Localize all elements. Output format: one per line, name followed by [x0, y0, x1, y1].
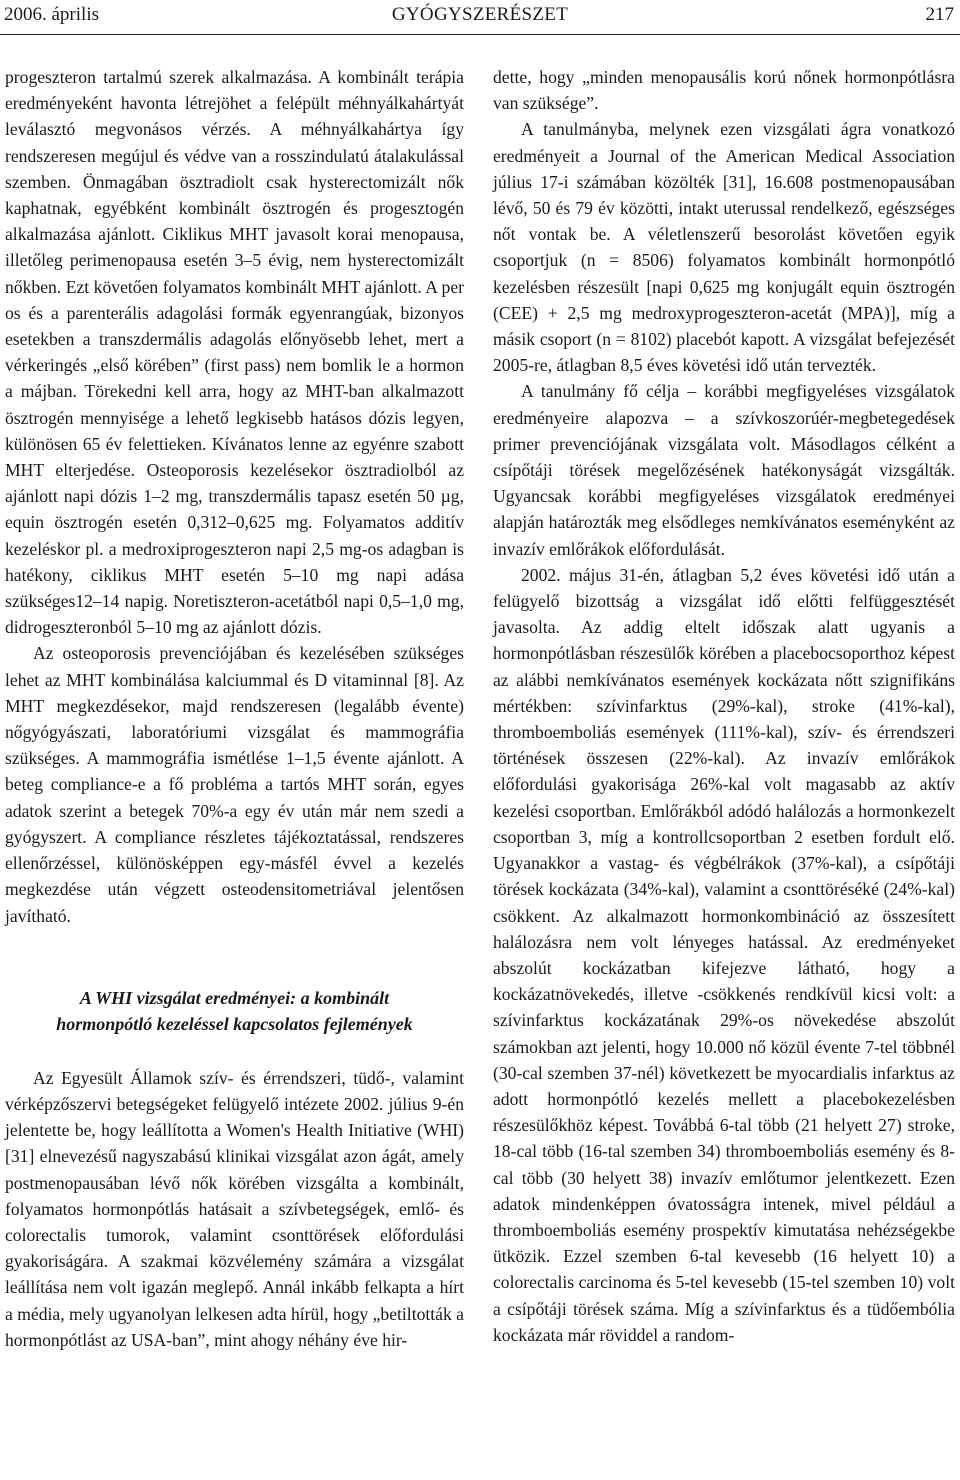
- section-heading-line-1: A WHI vizsgálat eredményei: a kombinált: [79, 987, 390, 1008]
- left-paragraph-2: Az osteoporosis prevenciójában és kezelésében szükséges lehet az MHT kombinálása kalciummal és D vitaminnal [8]. Az MHT megkezdésekor, majd rendszeresen (legalább évente) nőgyógyászati, laboratóriumi vizsgálat és mammográfia szükséges. A mammográfia ismétlése 1–1,5 évente ajánlott. A beteg compliance-e a fő probléma a tartós MHT során, egyes adatok szerint a betegek 70%-a egy év után már nem szedi a gyógyszert. A compliance részletes tájékoztatással, rendszeres ellenőrzéssel, különösképpen egy-másfél évvel a kezelés megkezdése után végzett osteodensitometriával jelentősen javítható.: [5, 643, 464, 926]
- right-paragraph-4: 2002. május 31-én, átlagban 5,2 éves követési idő után a felügyelő bizottság a vizsgálat idő előtti felfüggesztését javasolta. Az addig eltelt időszak alatt ugyanis a hormonpótlásban részesülők körében a placebocsoporthoz képest az alábbi nemkívánatos események kockázata nőtt szignifikáns mértékben: szívinfarktus (29%-kal), stroke (41%-kal), thromboemboliás események (111%-kal), szív- és érrendszeri történések összesen (22%-kal). Az invazív emlőrákok előfordulási gyakorisága 26%-kal volt magasabb az aktív kezelési csoportban. Emlőrákból adódó halálozás a hormonkezelt csoportban 3, míg a kontrollcsoportban 2 esetben fordult elő. Ugyanakkor a vastag- és végbélrákok (37%-kal), a csípőtáji törések kockázata (34%-kal), valamint a csonttöréséké (24%-kal) csökkent. Az alkalmazott hormonkombináció az összesített halálozásra nem volt lényeges hatással. Az eredményeket abszolút kockázatban kifejezve látható, hogy a kockázatnövekedés, illetve -csökkenés rendkívül kicsi volt: a szívinfarktus kockázatának 29%-os növekedése abszolút számokban azt jelenti, hogy 10.000 nő közül évente 7-tel többnél (30-cal szemben 37-nél) következett be myocardialis infarktus az adott hormonpótló kezelés mellett a placebokezelésben részesülőkhöz képest. Továbbá 6-tal több (21 helyett 27) stroke, 18-cal több (16-tal szemben 34) thromboemboliás esemény és 8-cal több (30 helyett 38) invazív emlőtumor jelentkezett. Ezen adatok mindenképpen óvatosságra intenek, mivel például a thromboemboliás esemény prospektív kimutatása nehézségekbe ütközik. Ezzel szemben 6-tal kevesebb (16 helyett 10) a colorectalis carcinoma és 5-tel kevesebb (15-tel szemben 10) volt a csípőtáji törések száma. Míg a szívinfarktus és a tüdőembólia kockázata már röviddel a random-: [493, 564, 955, 1345]
- left-column: [5, 64, 464, 1353]
- section-heading-line-2: hormonpótló kezeléssel kapcsolatos fejlemények: [56, 1013, 413, 1034]
- right-column: [493, 64, 955, 1348]
- header-divider: [0, 34, 960, 35]
- left-paragraph-3: Az Egyesült Államok szív- és érrendszeri, tüdő-, valamint vérképzőszervi betegségeket felügyelő intézete 2002. július 9-én jelentette be, hogy leállította a Women's Health Initiative (WHI) [31] elnevezésű nagyszabású klinikai vizsgálat azon ágát, amely postmenopausában lévő nők körében vizsgálta a kombinált, folyamatos hormonpótlás hatásait a szívbetegségek, emlő- és colorectalis tumorok, valamint csonttörések előfordulási gyakoriságára. A szakmai közvélemény számára a vizsgálat leállítása nem volt igazán meglepő. Annál inkább felkapta a hírt a média, mely ugyanolyan lelkesen adta hírül, hogy „betiltották a hormonpótlást az USA-ban”, mint ahogy néhány éve hir-: [5, 1067, 464, 1350]
- right-paragraph-3: A tanulmány fő célja – korábbi megfigyeléses vizsgálatok eredményeire alapozva – a szívkoszorúér-megbetegedések primer prevenciójának vizsgálata volt. Másodlagos célként a csípőtáji törések megelőzésének hatékonyságát vizsgálták. Ugyancsak korábbi megfigyeléses vizsgálatok eredményei alapján határozták meg elsődleges nemkívánatos eseményként az invazív emlőrákok előfordulását.: [493, 381, 955, 559]
- issue-date: 2006. április: [4, 4, 99, 25]
- left-paragraph-1: progeszteron tartalmú szerek alkalmazása. A kombinált terápia eredményeként havonta létrejöhet a felépült méhnyálkahártyát leválasztó megvonásos vérzés. A méhnyálkahártya így rendszeresen megújul és védve van a rosszindulatú átalakulással szemben. Önmagában ösztradiolt csak hysterectomizált nők kaphatnak, egyébként kombinált ösztrogén és progesztogén alkalmazása ajánlott. Ciklikus MHT javasolt korai menopausa, illetőleg perimenopausa esetén 3–5 évig, nem hysterectomizált nőkben. Ezt követően folyamatos kombinált MHT ajánlott. A per os és a parenterális adagolási formák egyenrangúak, bizonyos esetekben a transzdermális adagolás előnyösebb lehet, mert a vérkeringés „első körében” (first pass) nem bomlik le a hormon a májban. Törekedni kell arra, hogy az MHT-ban alkalmazott ösztrogén mennyisége a lehető legkisebb hatásos dózis legyen, különösen 65 év felettieken. Kívánatos lenne az egyénre szabott MHT elterjedése. Osteoporosis kezelésekor ösztradiolból az ajánlott napi dózis 1–2 mg, transzdermális tapasz esetén 50 µg, equin ösztrogén esetén 0,312–0,625 mg. Folyamatos additív kezeléskor pl. a medroxiprogeszteron napi 2,5 mg-os adagban is hatékony, ciklikus MHT esetén 5–10 mg napi adása szükséges12–14 napig. Noretiszteron-acetátból napi 0,5–1,0 mg, didrogeszteronból 5–10 mg az ajánlott dózis.: [5, 67, 464, 638]
- page-number: 217: [925, 4, 954, 25]
- section-heading: [5, 985, 464, 1037]
- right-paragraph-2: A tanulmányba, melynek ezen vizsgálati ágra vonatkozó eredményeit a Journal of the American Medical Association július 17-i számában közölték [31], 16.608 postmenopausában lévő, 50 és 79 év közötti, intakt uterussal rendelkező, egészséges nőt vontak be. A véletlenszerű besorolást követően egyik csoportjuk (n = 8506) folyamatos kombinált hormonpótló kezelésben részesült [napi 0,625 mg konjugált equin ösztrogén (CEE) + 2,5 mg medroxyprogeszteron-acetát (MPA)], míg a másik csoport (n = 8102) placebót kapott. A vizsgálat befejezését 2005-re, átlagban 8,5 éves követési idő után tervezték.: [493, 119, 955, 376]
- right-paragraph-1: dette, hogy „minden menopausális korú nőnek hormonpótlásra van szüksége”.: [493, 67, 955, 114]
- journal-title: GYÓGYSZERÉSZET: [391, 4, 569, 25]
- page-header: [0, 0, 960, 34]
